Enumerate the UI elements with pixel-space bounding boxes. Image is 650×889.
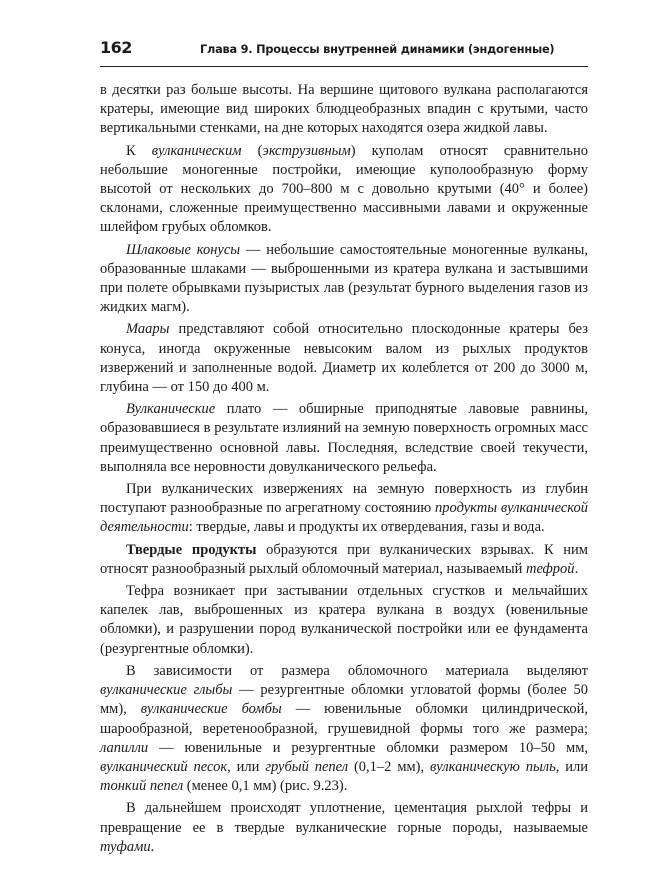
text-run: В дальнейшем происходят уплотнение, цементация рыхлой тефры и превращение ее в твердые вулканические горные породы, называемые bbox=[100, 800, 588, 836]
italic-term: тефрой bbox=[525, 560, 575, 577]
italic-term: Шлаковые конусы bbox=[126, 241, 241, 258]
paragraph-eruption-products bbox=[100, 480, 588, 538]
paragraph-volcanic-domes bbox=[100, 142, 588, 238]
text-run: — ювенильные обломки цилиндрической, шарообразной, веретенообразной, грушевидной формы того же размера; bbox=[100, 701, 588, 737]
paragraph-maars bbox=[100, 320, 588, 397]
paragraph-shield-volcano bbox=[100, 81, 588, 139]
text-run: — ювенильные и резургентные обломки размером 10–50 мм, bbox=[148, 739, 588, 756]
text-run: представляют собой относительно плоскодонные кратеры без конуса, иногда окруженные невысоким валом из рыхлых продуктов извержений и заполненные водой. Диаметр их колеблется от 200 до 3000 м, глубина — от 150 до 400 м. bbox=[100, 321, 588, 396]
text-run: При вулканических извержениях на земную поверхность из глубин поступают разнообразные по агрегатному состоянию bbox=[100, 481, 588, 517]
paragraph-tuffs bbox=[100, 799, 588, 857]
italic-term: вулканическим bbox=[151, 142, 242, 159]
page-number: 162 bbox=[100, 38, 132, 57]
text-run: (менее 0,1 мм) (рис. 9.23). bbox=[183, 778, 348, 795]
text-run: образуются при вулканических взрывах. К ним относят разнообразный рыхлый обломочный материал, называемый bbox=[100, 541, 588, 577]
text-run: ) куполам относят сравнительно небольшие моногенные постройки, имеющие куполообразную форму высотой от нескольких до 700–800 м с довольно крутыми (40° и более) склонами, сложенные преимущественно массивными лавами и окруженные шлейфом грубых обломков. bbox=[100, 142, 588, 236]
italic-term: вулканические глыбы bbox=[100, 682, 233, 699]
italic-term: вулканические бомбы bbox=[140, 701, 282, 718]
text-run: , или bbox=[555, 758, 588, 775]
chapter-title: Глава 9. Процессы внутренней динамики (эндогенные) bbox=[200, 43, 555, 56]
italic-term: Маары bbox=[126, 321, 170, 338]
italic-term: грубый пепел bbox=[265, 758, 349, 775]
text-run: К bbox=[126, 142, 152, 159]
paragraph-tephra-origin bbox=[100, 582, 588, 659]
text-run: в десятки раз больше высоты. На вершине щитового вулкана располагаются кратеры, имеющие вид широких блюдцеобразных впадин с крутыми, часто вертикальными стенками, на дне которых находятся озера жидкой лавы. bbox=[100, 82, 588, 137]
italic-term: экструзивным bbox=[262, 142, 351, 159]
running-header bbox=[100, 38, 588, 67]
paragraph-cinder-cones bbox=[100, 241, 588, 318]
bold-term: Твердые продукты bbox=[126, 541, 257, 558]
text-run: — резургентные обломки угловатой формы (более 50 мм), bbox=[100, 682, 588, 718]
italic-term: лапилли bbox=[100, 739, 149, 756]
text-run: . bbox=[574, 560, 579, 577]
text-run: — небольшие самостоятельные моногенные вулканы, образованные шлаками — выброшенными из кратера вулкана и застывшими при полете обрывками пузыристых лав (результат бурного выделения газов из жидких магм). bbox=[100, 241, 588, 316]
italic-term: вулканическую пыль bbox=[430, 758, 556, 775]
text-run: плато — обширные приподнятые лавовые равнины, образовавшиеся в результате излияний на земную поверхность огромных масс преимущественно основной лавы. Последняя, вследствие своей текучести, выполняла все неровности довулканического рельефа. bbox=[100, 401, 588, 475]
paragraph-volcanic-plateau bbox=[100, 400, 588, 477]
body-text bbox=[100, 81, 588, 857]
italic-term: вулканический песок bbox=[100, 758, 228, 775]
text-run: : твердые, лавы и продукты их отвердевания, газы и вода. bbox=[188, 519, 545, 536]
text-run: В зависимости от размера обломочного материала выделяют bbox=[126, 662, 588, 679]
italic-term: тонкий пепел bbox=[100, 778, 184, 795]
text-run: (0,1–2 мм), bbox=[348, 758, 431, 775]
paragraph-clast-sizes bbox=[100, 662, 588, 796]
book-page bbox=[100, 38, 588, 857]
paragraph-solid-products bbox=[100, 541, 588, 579]
text-run: , или bbox=[227, 758, 266, 775]
italic-term: туфами bbox=[100, 838, 151, 855]
text-run: . bbox=[150, 838, 155, 855]
italic-term: продукты вулканической деятельности bbox=[100, 500, 588, 536]
italic-term: Вулканические bbox=[126, 401, 216, 418]
text-run: ( bbox=[241, 142, 263, 159]
text-run: Тефра возникает при застывании отдельных сгустков и мельчайших капелек лав, выброшенных из кратера вулкана в воздух (ювенильные обломки), и разрушении пород вулканической постройки или ее фундамента (резургентные обломки). bbox=[100, 583, 588, 657]
